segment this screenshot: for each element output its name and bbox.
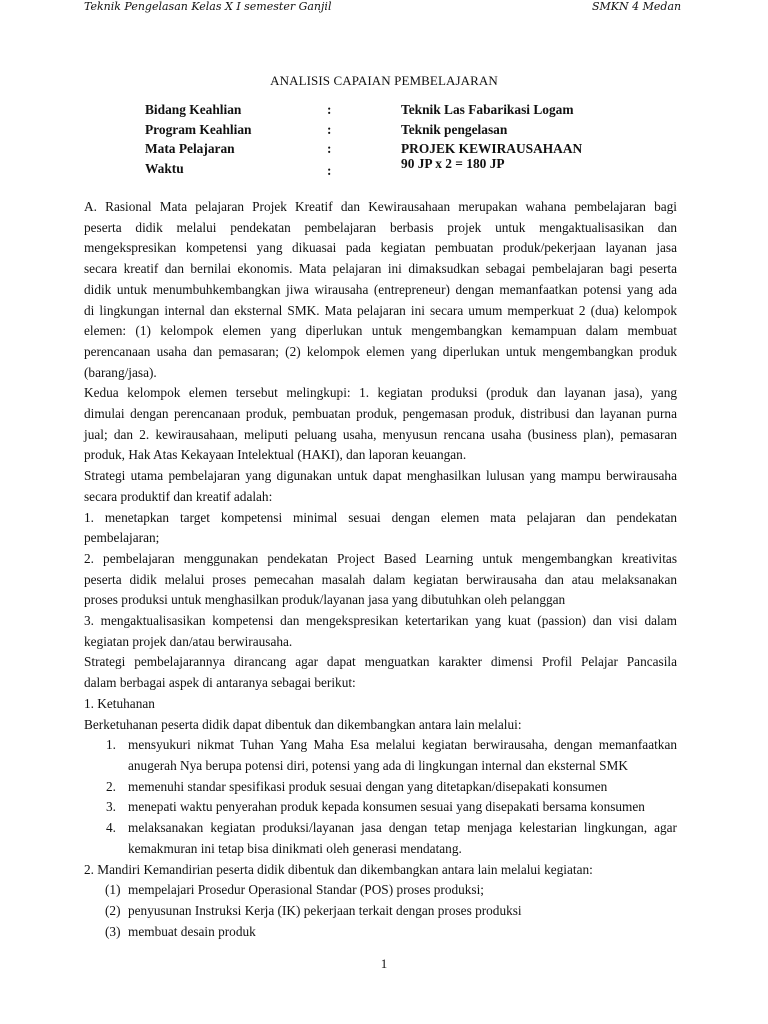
text-line: mempelajari Prosedur Operasional Standar (POS) proses produksi; (128, 882, 484, 898)
info-label: Program Keahlian (145, 122, 252, 137)
list-number: (1) (105, 882, 121, 898)
list-item (84, 880, 677, 901)
info-label: Waktu (145, 161, 184, 176)
text-line: peserta didik melalui pendekatan pembelajaran berbasis projek untuk mengaktualisasikan dan (84, 219, 677, 235)
list-item (84, 735, 677, 776)
text-line: mengekspresikan kompetensi yang dikuasai pada kegiatan pembuatan produk/pekerjaan layanan jasa (84, 240, 677, 256)
section-mandiri-intro: 2. Mandiri Kemandirian peserta didik dibentuk dan dikembangkan antara lain melalui kegiatan: (84, 861, 593, 877)
text-line: perencanaan usaha dan pemasaran; (2) kelompok elemen yang diperlukan untuk mengembangkan produk (84, 343, 677, 359)
text-line: kemakmuran ini tetap bisa dinikmati oleh generasi mendatang. (128, 840, 462, 856)
list-number: 3. (106, 799, 116, 815)
header-right: SMKN 4 Medan (592, 0, 682, 13)
text-line: mensyukuri nikmat Tuhan Yang Maha Esa melalui kegiatan berwirausaha, dengan memanfaatkan (128, 737, 677, 753)
text-line: peserta didik melalui proses pemecahan masalah dalam kegiatan berwirausaha dan atau melaksanakan (84, 571, 677, 587)
text-line: jual; dan 2. kewirausahaan, meliputi peluang usaha, menyusun rencana usaha (business plan), pemasaran (84, 426, 677, 442)
info-label: Mata Pelajaran (145, 141, 235, 156)
text-line: pembelajaran; (84, 530, 160, 546)
text-line: didik untuk menumbuhkembangkan jiwa wirausaha (entrepreneur) dengan memanfaatkan potensi yang ada (84, 281, 677, 297)
text-line: elemen: (1) kelompok elemen yang diperlukan untuk mengembangkan kemampuan dalam membuat (84, 323, 677, 339)
text-line: dimulai dengan perencanaan produk, pembuatan produk, pengemasan produk, distribusi dan layanan purna (84, 406, 677, 422)
text-line: Kedua kelompok elemen tersebut melingkupi: 1. kegiatan produksi (produk dan layanan jasa), yang (84, 385, 677, 401)
list-item (84, 922, 677, 943)
text-line: secara produktif dan kreatif adalah: (84, 488, 273, 504)
text-line: kegiatan projek dan/atau berwirausaha. (84, 633, 293, 649)
info-value: 90 JP x 2 = 180 JP (401, 156, 505, 171)
info-row-bidang (145, 101, 665, 119)
strategy-item-2 (84, 549, 677, 611)
list-item (84, 818, 677, 859)
info-row-waktu (145, 156, 665, 178)
text-line: anugerah Nya berupa potensi diri, potensi yang ada di lingkungan internal dan eksternal SMK (128, 757, 628, 773)
info-row-program (145, 121, 665, 139)
info-value: Teknik Las Fabarikasi Logam (401, 102, 574, 117)
section-ketuhanan-title: 1. Ketuhanan (84, 695, 155, 711)
text-line: 1. menetapkan target kompetensi minimal sesuai dengan elemen mata pelajaran dan pendekatan (84, 509, 677, 525)
text-line: penyusunan Instruksi Kerja (IK) pekerjaan terkait dengan proses produksi (128, 902, 522, 918)
info-label: Bidang Keahlian (145, 102, 242, 117)
page-title: ANALISIS CAPAIAN PEMBELAJARAN (270, 73, 498, 88)
list-number: (3) (105, 923, 121, 939)
text-line: di lingkungan internal dan eksternal SMK. Mata pelajaran ini secara umum memperkuat 2 (dua) kelompok (84, 302, 677, 318)
text-line: 3. mengaktualisasikan kompetensi dan mengekspresikan ketertarikan yang kuat (passion) dan visi dalam (84, 613, 677, 629)
text-line: memenuhi standar spesifikasi produk sesuai dengan yang ditetapkan/disepakati konsumen (128, 778, 608, 794)
section-ketuhanan-intro: Berketuhanan peserta didik dapat dibentuk dan dikembangkan antara lain melalui: (84, 716, 522, 732)
header-left: Teknik Pengelasan Kelas X I semester Ganjil (84, 0, 332, 13)
strategy-item-1 (84, 508, 677, 549)
text-line: A. Rasional Mata pelajaran Projek Kreatif dan Kewirausahaan merupakan wahana pembelajaran bagi (84, 199, 677, 214)
info-colon: : (327, 122, 332, 137)
text-line: menepati waktu penyerahan produk kepada konsumen sesuai yang disepakati bersama konsumen (128, 799, 645, 815)
list-item (84, 797, 677, 818)
info-value: Teknik pengelasan (401, 122, 508, 137)
list-number: 4. (106, 820, 116, 836)
info-colon: : (327, 102, 332, 117)
text-line: (barang/jasa). (84, 364, 157, 380)
text-line: secara kreatif dan bernilai ekonomis. Mata pelajaran ini dimaksudkan sebagai pembelajaran bagi peserta (84, 261, 677, 277)
text-line: Strategi utama pembelajaran yang digunakan untuk dapat menghasilkan lulusan yang mampu berwirausaha (84, 468, 677, 484)
list-number: 2. (106, 778, 116, 794)
info-colon: : (327, 163, 332, 178)
page-number: 1 (380, 956, 388, 971)
list-item (84, 777, 677, 798)
list-number: 1. (106, 737, 116, 753)
text-line: produk, Hak Atas Kekayaan Intelektual (HAKI), dan laporan keuangan. (84, 447, 467, 463)
paragraph-strategi-2 (84, 652, 677, 693)
text-line: dalam berbagai aspek di antaranya sebagai berikut: (84, 675, 356, 691)
text-line: proses produksi untuk menghasilkan produk/layanan jasa yang dibutuhkan oleh pelanggan (84, 592, 566, 608)
paragraph-strategi (84, 466, 677, 507)
paragraph-rasional (84, 197, 677, 383)
list-item (84, 901, 677, 922)
text-line: membuat desain produk (128, 923, 256, 939)
info-value: PROJEK KEWIRAUSAHAAN (401, 141, 583, 156)
body-text (84, 197, 677, 942)
text-line: Strategi pembelajarannya dirancang agar dapat menguatkan karakter dimensi Profil Pelajar Pancasila (84, 654, 677, 670)
list-number: (2) (105, 902, 121, 918)
text-line: 2. pembelajaran menggunakan pendekatan Project Based Learning untuk mengembangkan kreativitas (84, 550, 677, 566)
paragraph-kedua (84, 383, 677, 466)
info-colon: : (327, 141, 332, 156)
strategy-item-3 (84, 611, 677, 652)
text-line: melaksanakan kegiatan produksi/layanan jasa dengan tetap menjaga kelestarian lingkungan, agar (128, 820, 677, 836)
